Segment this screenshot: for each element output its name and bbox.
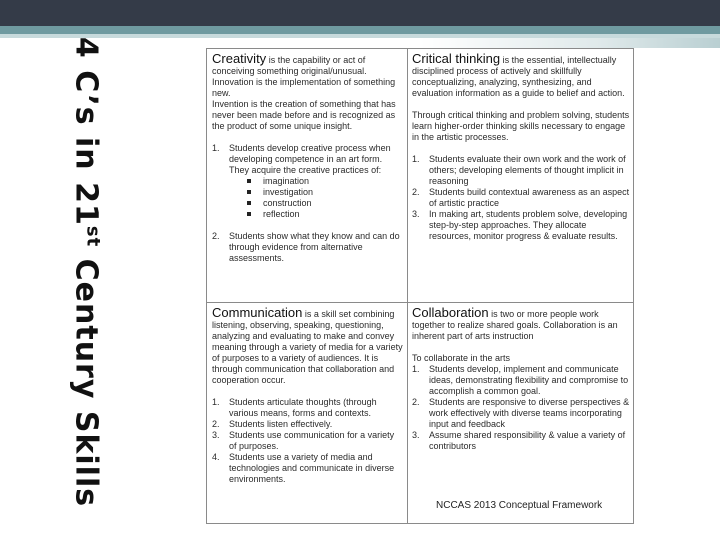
list-item bbox=[412, 209, 630, 242]
top-bar bbox=[0, 0, 720, 26]
communication-list bbox=[212, 397, 404, 485]
bullet-item: imagination bbox=[229, 176, 404, 187]
title-rest: Century Skills bbox=[68, 247, 104, 508]
creativity-definition bbox=[212, 52, 404, 77]
collaboration-heading: Collaboration bbox=[412, 305, 489, 320]
collaboration-intro: is two or more people work together to realize shared goals. Collaboration is an inherent part of arts instruction bbox=[412, 309, 618, 341]
list-item bbox=[412, 430, 630, 452]
list-item-text: Students build contextual awareness as an aspect of artistic practice bbox=[429, 187, 630, 208]
slide-title bbox=[69, 37, 104, 507]
list-item bbox=[412, 187, 630, 209]
list-item bbox=[212, 231, 404, 264]
creativity-paragraph: Invention is the creation of something that has never been made before and is recognized as the product of some unique insight. bbox=[212, 99, 396, 131]
list-number: 2. bbox=[412, 187, 420, 197]
list-item-text: Students show what they know and can do through evidence from alternative assessments. bbox=[229, 231, 400, 263]
bullet-item: investigation bbox=[229, 187, 404, 198]
communication-heading: Communication bbox=[212, 305, 303, 320]
title-main: 4 C’s in 21 bbox=[68, 36, 104, 226]
bullet-item: reflection bbox=[229, 209, 404, 220]
collaboration-list bbox=[412, 364, 630, 452]
list-item-text: Students use a variety of media and technologies and communicate in diverse environments. bbox=[229, 452, 395, 484]
list-item bbox=[212, 143, 404, 231]
critical-thinking-list bbox=[412, 154, 630, 242]
teal-stripe bbox=[0, 26, 720, 34]
list-item bbox=[212, 397, 404, 419]
list-item-text: Students articulate thoughts (through various means, forms and contexts. bbox=[229, 397, 377, 418]
creativity-heading: Creativity bbox=[212, 51, 267, 66]
list-item bbox=[212, 452, 404, 485]
list-item-text: In making art, students problem solve, developing step-by-step approaches. They allocate resources, monitor progress & evaluate results. bbox=[429, 209, 628, 241]
list-number: 3. bbox=[412, 430, 420, 440]
creativity-intro: is the capability or act of conceiving something original/unusual. bbox=[212, 55, 367, 76]
critical-thinking-definition bbox=[412, 52, 630, 99]
communication-definition bbox=[212, 306, 404, 386]
list-number: 2. bbox=[212, 231, 220, 241]
collaboration-paragraph: To collaborate in the arts bbox=[412, 353, 511, 363]
fade-stripe bbox=[420, 38, 720, 48]
list-item-text: Students develop, implement and communicate ideas, demonstrating flexibility and compromise to accomplish a common goal. bbox=[429, 364, 629, 396]
list-item-text: Students evaluate their own work and the work of others; developing elements of thought implicit in reasoning bbox=[429, 154, 626, 186]
title-superscript: st bbox=[82, 225, 104, 248]
list-item-text: Assume shared responsibility & value a variety of contributors bbox=[429, 430, 626, 451]
list-number: 4. bbox=[212, 452, 220, 462]
critical-thinking-cell bbox=[412, 52, 630, 242]
list-item-text: Students use communication for a variety of purposes. bbox=[229, 430, 395, 451]
critical-thinking-paragraph: Through critical thinking and problem solving, students learn higher-order thinking skills necessary to engage in the artistic processes. bbox=[412, 110, 630, 142]
source-caption: NCCAS 2013 Conceptual Framework bbox=[436, 500, 603, 511]
list-number: 1. bbox=[212, 143, 220, 153]
list-number: 3. bbox=[412, 209, 420, 219]
creative-practices-list bbox=[229, 176, 404, 220]
list-number: 1. bbox=[412, 364, 420, 374]
list-item bbox=[412, 397, 630, 430]
collaboration-definition bbox=[412, 306, 630, 342]
list-item bbox=[412, 364, 630, 397]
collaboration-cell bbox=[412, 306, 630, 452]
table-divider-horizontal bbox=[206, 302, 634, 303]
creativity-list bbox=[212, 143, 404, 264]
communication-intro: is a skill set combining listening, observing, speaking, questioning, analyzing and evaluating to make and convey meaning through a variety of media for a variety of purposes to a variety of audiences. It is through communication that collaboration and cooperation occur. bbox=[212, 309, 403, 385]
list-item bbox=[212, 419, 404, 430]
table-divider-vertical bbox=[407, 48, 408, 524]
list-number: 1. bbox=[212, 397, 220, 407]
list-item-text: Students are responsive to diverse perspectives & work effectively with diverse teams incorporating input and feedback bbox=[429, 397, 630, 429]
creativity-paragraph: Innovation is the implementation of something new. bbox=[212, 77, 396, 98]
list-number: 2. bbox=[212, 419, 220, 429]
critical-thinking-heading: Critical thinking bbox=[412, 51, 501, 66]
communication-cell bbox=[212, 306, 404, 485]
list-item-text: Students develop creative process when developing competence in an art form. They acquire the creative practices of: bbox=[229, 143, 391, 175]
critical-thinking-intro: is the essential, intellectually disciplined process of actively and skillfully conceptualizing, analyzing, synthesizing, and evaluation information as a guide to belief and action. bbox=[412, 55, 625, 98]
list-number: 3. bbox=[212, 430, 220, 440]
list-number: 1. bbox=[412, 154, 420, 164]
bullet-item: construction bbox=[229, 198, 404, 209]
list-item-text: Students listen effectively. bbox=[229, 419, 333, 429]
list-number: 2. bbox=[412, 397, 420, 407]
list-item bbox=[212, 430, 404, 452]
creativity-cell bbox=[212, 52, 404, 264]
list-item bbox=[412, 154, 630, 187]
